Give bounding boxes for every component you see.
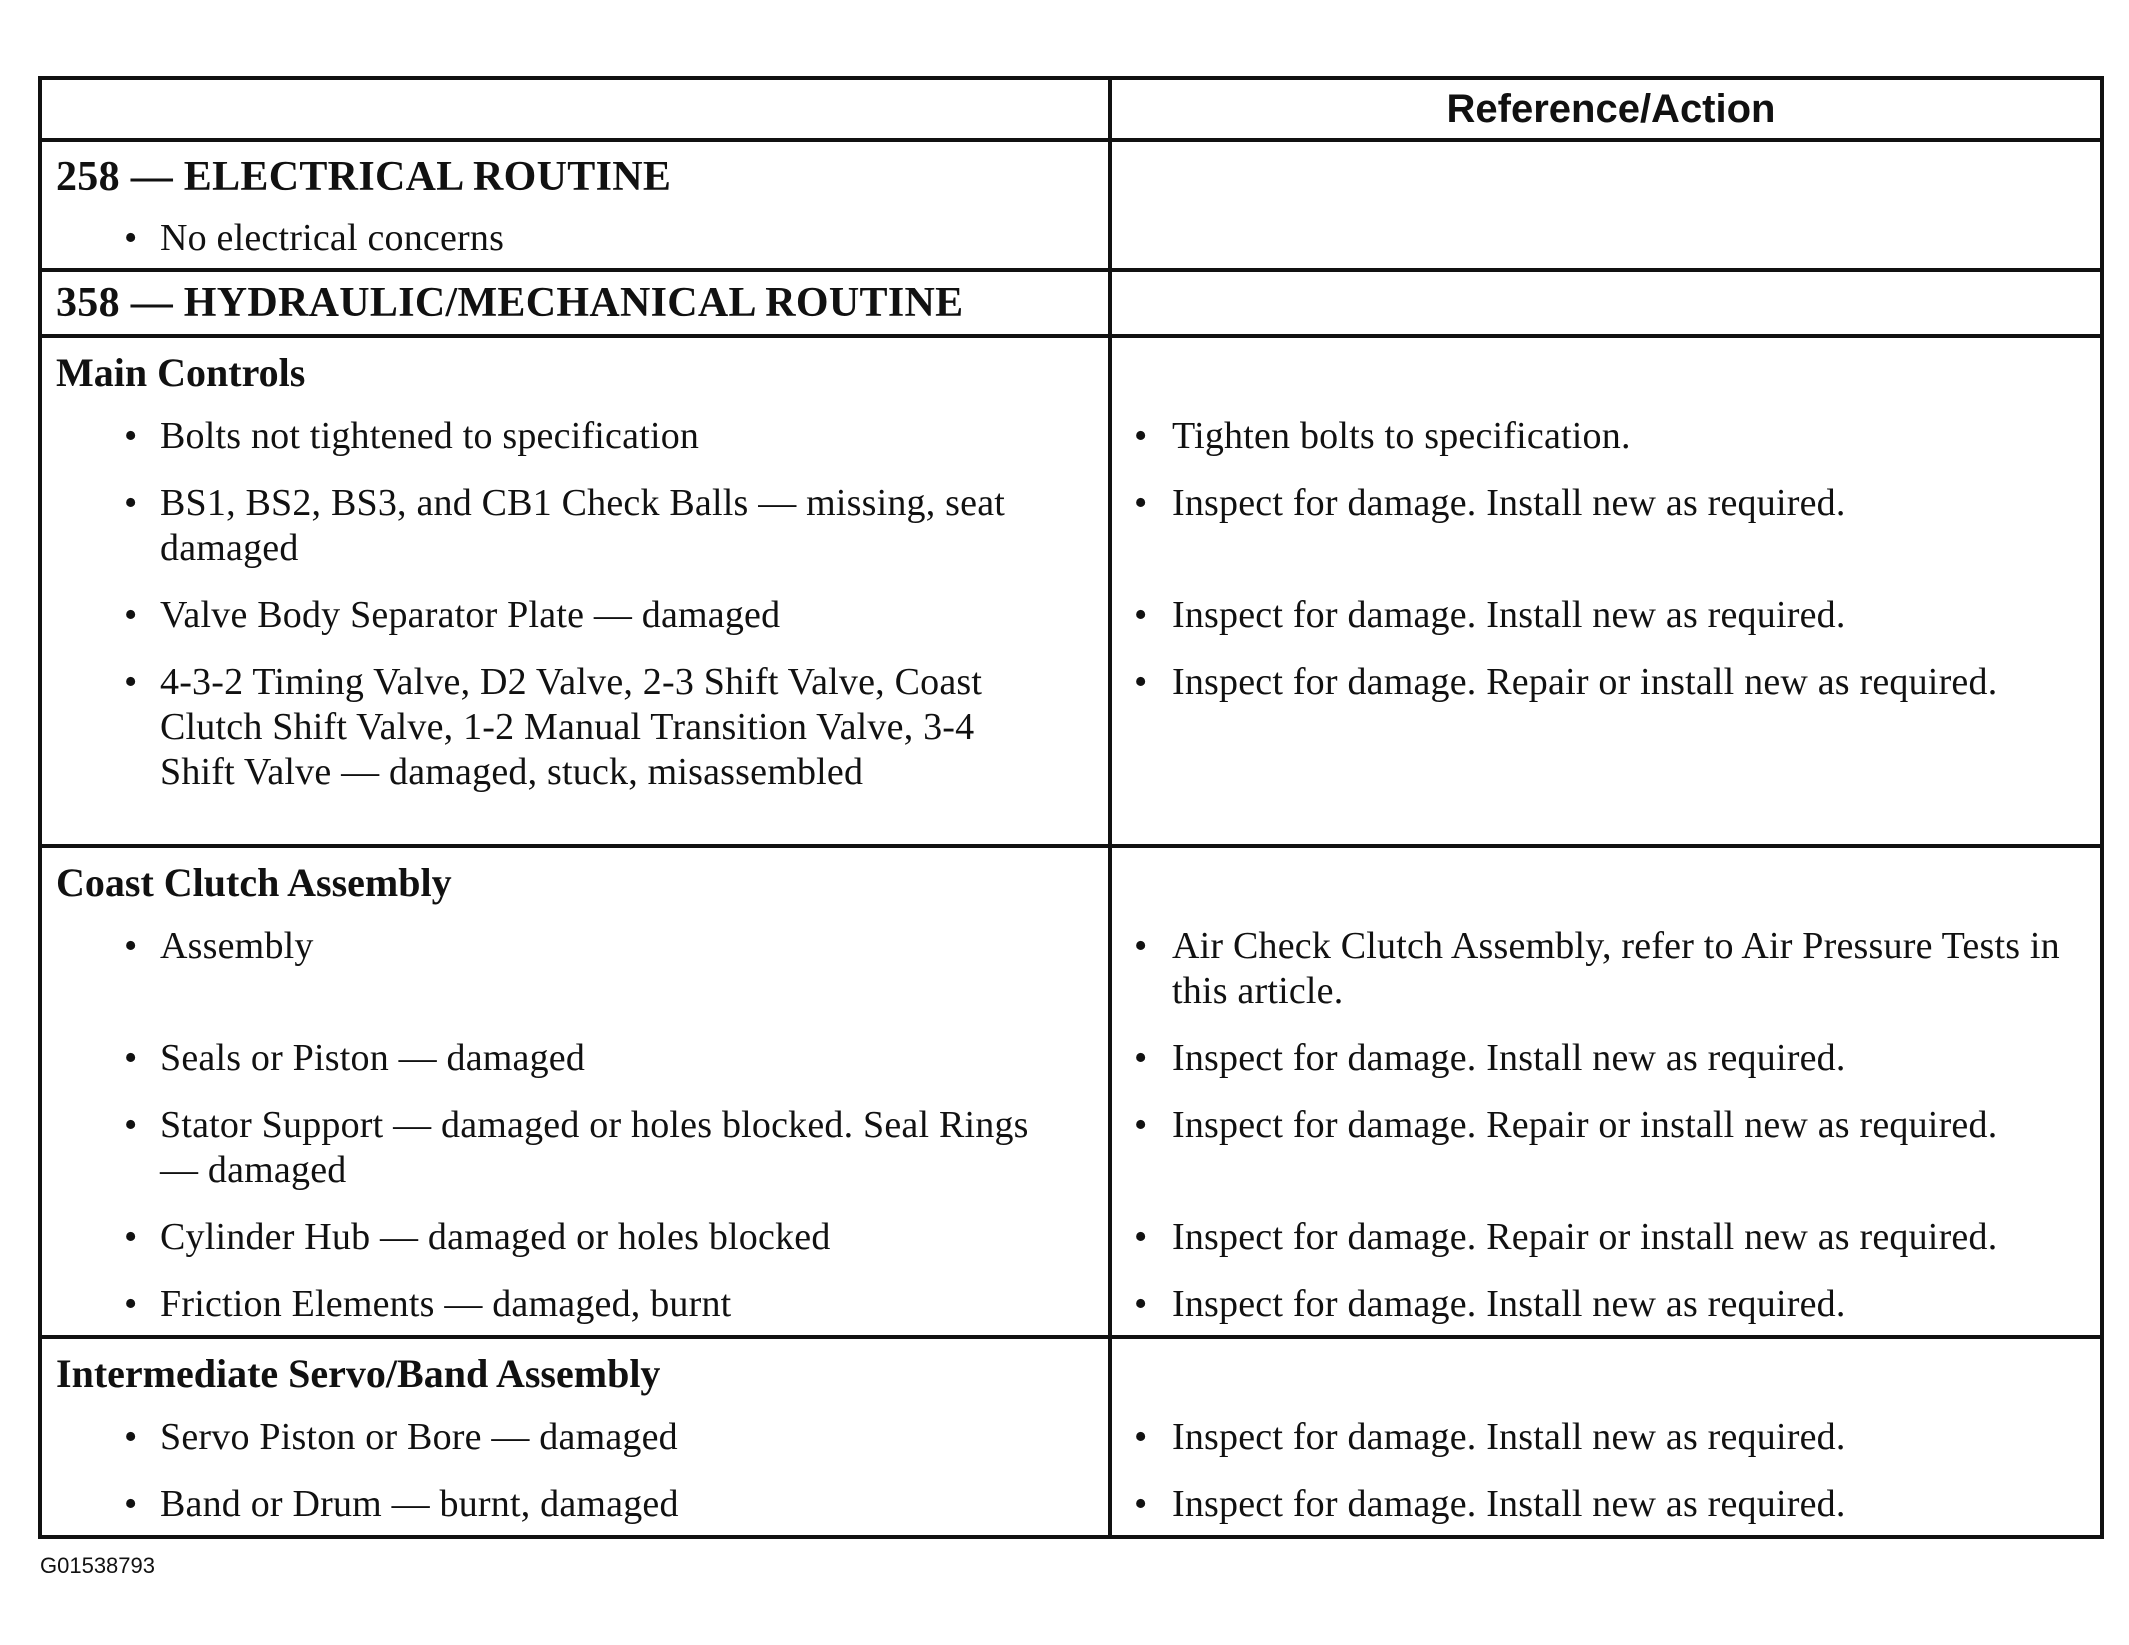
list-item: • Valve Body Separator Plate — damaged bbox=[124, 594, 781, 636]
bullet-icon: • bbox=[124, 661, 138, 703]
header-reference-action: Reference/Action bbox=[1110, 78, 2102, 140]
list-item: • Inspect for damage. Repair or install new as required. bbox=[1134, 661, 1998, 703]
bullet-icon: • bbox=[124, 1104, 138, 1146]
intermediate-servo-action-cell bbox=[1110, 1337, 2102, 1537]
bullet-icon: • bbox=[124, 1416, 138, 1458]
list-item: • No electrical concerns bbox=[124, 217, 505, 259]
bullet-icon: • bbox=[1134, 1037, 1148, 1079]
main-controls-action-cell bbox=[1110, 336, 2102, 846]
coast-clutch-cause-list bbox=[42, 924, 1108, 1327]
list-item: • Inspect for damage. Repair or install new as required. bbox=[1134, 1216, 1998, 1258]
list-item: • Servo Piston or Bore — damaged bbox=[124, 1416, 678, 1458]
bullet-icon: • bbox=[1134, 1283, 1148, 1325]
bullet-icon: • bbox=[124, 1483, 138, 1525]
coast-clutch-cause-cell bbox=[40, 846, 1110, 1337]
list-item: • 4-3-2 Timing Valve, D2 Valve, 2-3 Shift Valve, Coast Clutch Shift Valve, 1-2 Manual Transition Valve, 3-4 Shift Valve — damaged, stuck, misassembled bbox=[124, 661, 983, 793]
bullet-icon: • bbox=[124, 594, 138, 636]
bullet-icon: • bbox=[1134, 1483, 1148, 1525]
list-item: • BS1, BS2, BS3, and CB1 Check Balls — missing, seat damaged bbox=[124, 482, 1006, 569]
bullet-icon: • bbox=[1134, 1416, 1148, 1458]
electrical-cause-cell bbox=[40, 140, 1110, 270]
subsection-title-main-controls: Main Controls bbox=[56, 350, 306, 395]
list-item: • Cylinder Hub — damaged or holes blocked bbox=[124, 1216, 831, 1258]
bullet-icon: • bbox=[124, 925, 138, 967]
table-header-row bbox=[40, 78, 2102, 140]
intermediate-servo-cause-list bbox=[42, 1415, 1108, 1527]
section-main-controls bbox=[40, 336, 2102, 846]
subsection-title-coast-clutch: Coast Clutch Assembly bbox=[56, 860, 452, 905]
bullet-icon: • bbox=[1134, 482, 1148, 524]
list-item: • Inspect for damage. Install new as required. bbox=[1134, 1283, 1846, 1325]
coast-clutch-action-cell bbox=[1110, 846, 2102, 1337]
list-item: • Inspect for damage. Install new as required. bbox=[1134, 1037, 1846, 1079]
coast-clutch-action-list bbox=[1112, 924, 2100, 1327]
list-item: • Stator Support — damaged or holes blocked. Seal Rings — damaged bbox=[124, 1104, 1029, 1191]
bullet-icon: • bbox=[1134, 415, 1148, 457]
list-item: • Inspect for damage. Repair or install new as required. bbox=[1134, 1104, 1998, 1146]
bullet-icon: • bbox=[124, 482, 138, 524]
list-item: • Assembly bbox=[124, 925, 314, 967]
list-item: • Band or Drum — burnt, damaged bbox=[124, 1483, 679, 1525]
section-intermediate-servo bbox=[40, 1337, 2102, 1537]
list-item: • Bolts not tightened to specification bbox=[124, 415, 700, 457]
bullet-icon: • bbox=[1134, 661, 1148, 703]
bullet-icon: • bbox=[124, 415, 138, 457]
bullet-icon: • bbox=[1134, 925, 1148, 967]
bullet-icon: • bbox=[124, 1216, 138, 1258]
bullet-icon: • bbox=[1134, 1216, 1148, 1258]
list-item: • Inspect for damage. Install new as required. bbox=[1134, 1416, 1846, 1458]
section-electrical bbox=[40, 140, 2102, 270]
intermediate-servo-cause-cell bbox=[40, 1337, 1110, 1537]
list-item: • Seals or Piston — damaged bbox=[124, 1037, 586, 1079]
section-coast-clutch bbox=[40, 846, 2102, 1337]
diagnosis-table bbox=[38, 76, 2104, 1539]
list-item: • Inspect for damage. Install new as required. bbox=[1134, 482, 1846, 524]
list-item: • Inspect for damage. Install new as required. bbox=[1134, 594, 1846, 636]
bullet-icon: • bbox=[124, 217, 138, 259]
list-item: • Inspect for damage. Install new as required. bbox=[1134, 1483, 1846, 1525]
main-controls-cause-list bbox=[42, 414, 1108, 795]
list-item: • Friction Elements — damaged, burnt bbox=[124, 1283, 732, 1325]
hydraulic-action-cell bbox=[1110, 270, 2102, 336]
section-title-electrical: 258 — ELECTRICAL ROUTINE bbox=[56, 154, 672, 200]
intermediate-servo-action-list bbox=[1112, 1415, 2100, 1527]
bullet-icon: • bbox=[1134, 594, 1148, 636]
list-item: • Tighten bolts to specification. bbox=[1134, 415, 1631, 457]
electrical-list bbox=[42, 216, 1108, 261]
bullet-icon: • bbox=[1134, 1104, 1148, 1146]
section-title-hydraulic: 358 — HYDRAULIC/MECHANICAL ROUTINE bbox=[56, 280, 964, 326]
main-controls-cause-cell bbox=[40, 336, 1110, 846]
bullet-icon: • bbox=[124, 1283, 138, 1325]
subsection-title-intermediate-servo: Intermediate Servo/Band Assembly bbox=[56, 1351, 661, 1396]
header-cause-column bbox=[40, 78, 1110, 140]
main-controls-action-list bbox=[1112, 414, 2100, 705]
list-item: • Air Check Clutch Assembly, refer to Air Pressure Tests in this article. bbox=[1134, 925, 2060, 1012]
electrical-action-cell bbox=[1110, 140, 2102, 270]
bullet-icon: • bbox=[124, 1037, 138, 1079]
figure-code: G01538793 bbox=[40, 1553, 155, 1578]
hydraulic-cause-cell bbox=[40, 270, 1110, 336]
section-hydraulic bbox=[40, 270, 2102, 336]
